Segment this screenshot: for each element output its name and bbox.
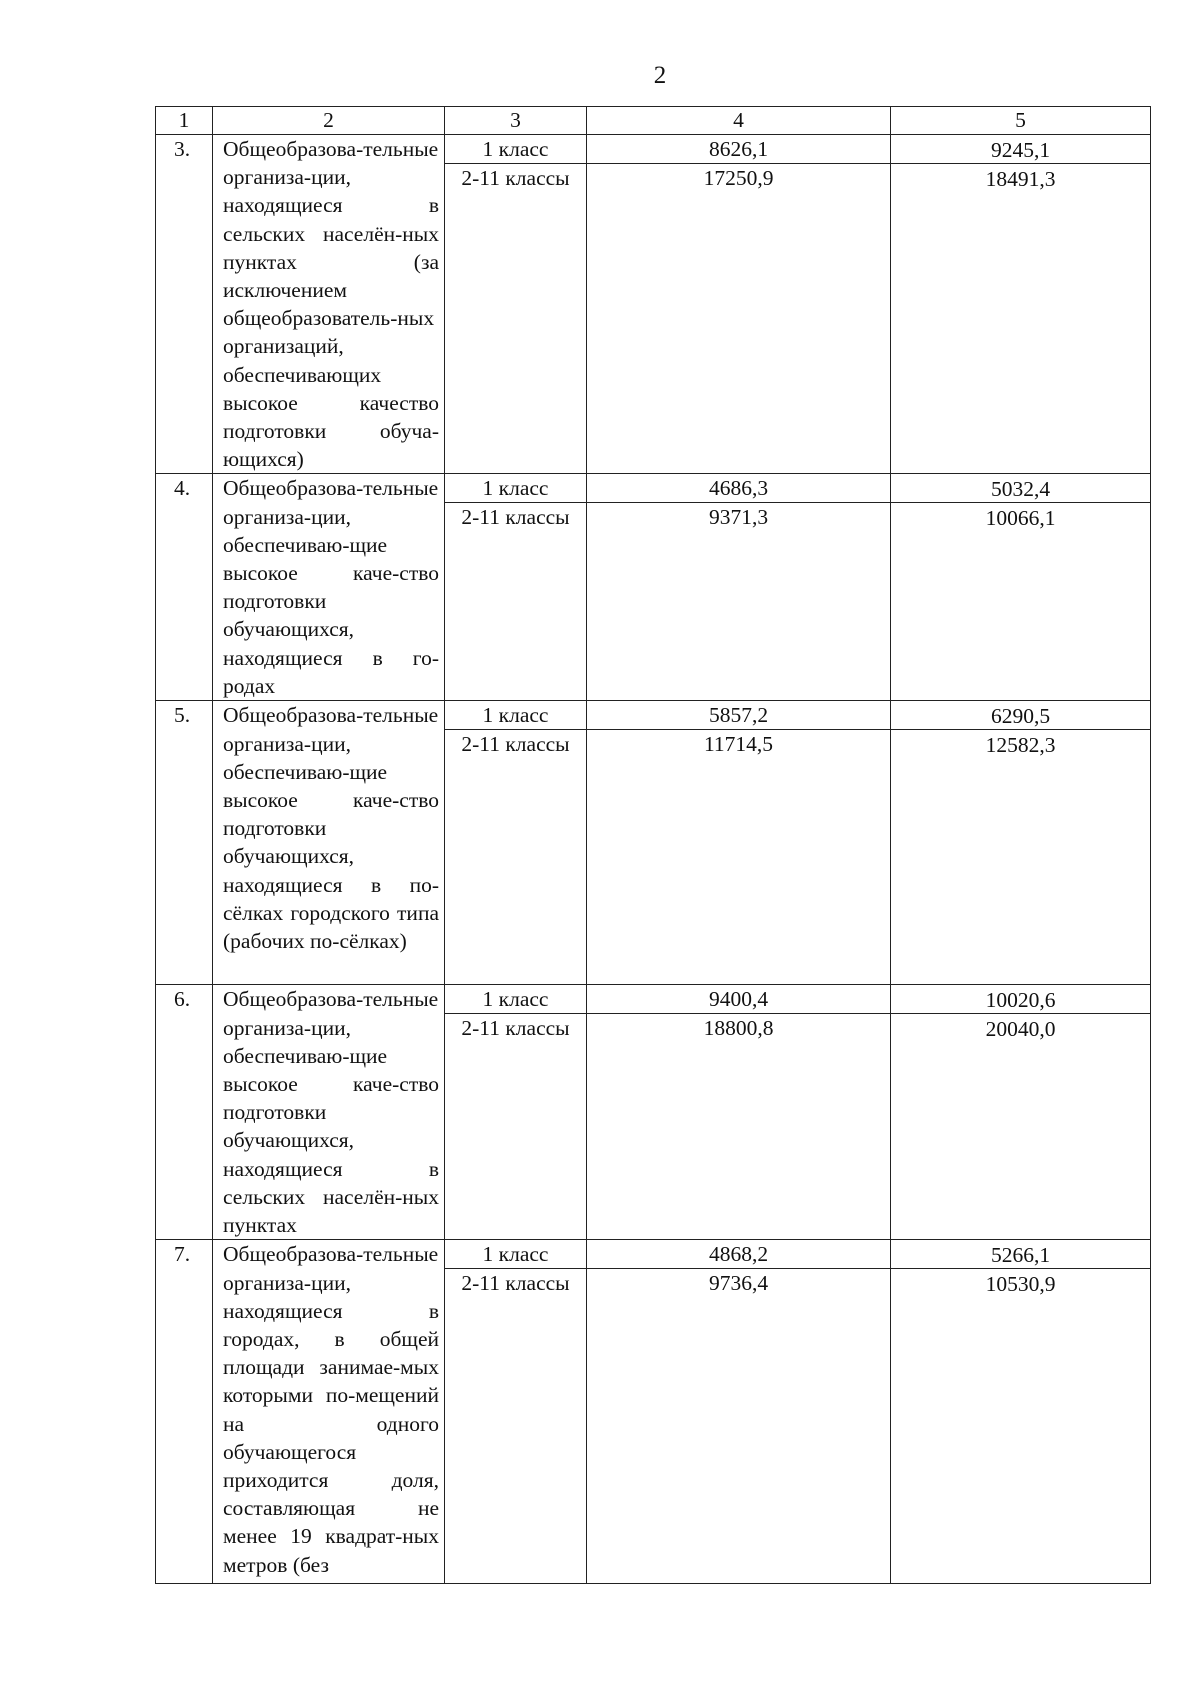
class-rest: 2-11 классы <box>461 1271 570 1296</box>
value-col5-first: 5032,4 <box>891 474 1150 503</box>
class-rest: 2-11 классы <box>461 1016 570 1041</box>
value-col4-first: 4868,2 <box>587 1240 890 1269</box>
class-rest: 2-11 классы <box>461 732 570 757</box>
table-row <box>156 701 1151 985</box>
organization-type <box>213 701 445 985</box>
value-col5-rest: 10066,1 <box>985 506 1056 531</box>
header-col-1: 1 <box>156 107 213 135</box>
class-first: 1 класс <box>445 701 586 730</box>
value-col4-rest: 9371,3 <box>708 505 769 530</box>
value-col5-first: 10020,6 <box>891 985 1150 1014</box>
value-col5 <box>891 1240 1151 1584</box>
value-col4 <box>587 701 891 985</box>
table-row <box>156 474 1151 701</box>
value-col5-first: 6290,5 <box>891 701 1150 730</box>
value-col5-first: 9245,1 <box>891 135 1150 164</box>
value-col4-first: 9400,4 <box>587 985 890 1014</box>
tariff-table <box>155 106 1151 1584</box>
row-number: 6. <box>156 985 213 1240</box>
value-col5 <box>891 985 1151 1240</box>
class-cell <box>445 985 587 1240</box>
header-row <box>156 107 1151 135</box>
header-col-5: 5 <box>891 107 1151 135</box>
table-body <box>156 135 1151 1584</box>
page-number: 2 <box>653 62 667 89</box>
class-first: 1 класс <box>445 474 586 503</box>
value-col5-first: 5266,1 <box>891 1240 1150 1269</box>
organization-type <box>213 985 445 1240</box>
organization-type-text: Общеобразова-тельные организа-ции, находящиеся в сельских населён-ных пунктах (за исключением общеобразователь-ных организаций, обеспечивающих высокое качество подготовки обуча-ющихся) <box>223 137 439 472</box>
organization-type <box>213 474 445 701</box>
class-cell <box>445 701 587 985</box>
organization-type-text: Общеобразова-тельные организа-ции, обеспечиваю-щие высокое каче-ство подготовки обучающихся, находящиеся в по-сёлках городского типа (рабочих по-сёлках) <box>223 703 439 954</box>
organization-type <box>213 1240 445 1584</box>
row-number: 3. <box>156 135 213 474</box>
value-col4-first: 4686,3 <box>587 474 890 503</box>
header-col-4: 4 <box>587 107 891 135</box>
value-col4-first: 8626,1 <box>587 135 890 164</box>
row-number: 4. <box>156 474 213 701</box>
table-row <box>156 1240 1151 1584</box>
organization-type-text: Общеобразова-тельные организа-ции, обеспечиваю-щие высокое каче-ство подготовки обучающихся, находящиеся в го-родах <box>223 476 439 698</box>
value-col5-rest: 20040,0 <box>985 1017 1056 1042</box>
class-first: 1 класс <box>445 135 586 164</box>
value-col4 <box>587 1240 891 1584</box>
class-rest: 2-11 классы <box>461 166 570 190</box>
value-col5-rest: 18491,3 <box>985 167 1056 191</box>
header-col-2: 2 <box>213 107 445 135</box>
organization-type-text: Общеобразова-тельные организа-ции, обеспечиваю-щие высокое каче-ство подготовки обучающихся, находящиеся в сельских населён-ных пунктах <box>223 987 439 1238</box>
table-header <box>156 107 1151 135</box>
class-cell <box>445 1240 587 1584</box>
row-number: 5. <box>156 701 213 985</box>
class-cell <box>445 135 587 474</box>
value-col4-rest: 11714,5 <box>703 732 774 757</box>
organization-type <box>213 135 445 474</box>
class-rest: 2-11 классы <box>461 505 570 530</box>
value-col4-rest: 17250,9 <box>703 166 774 190</box>
value-col4-rest: 9736,4 <box>708 1271 769 1296</box>
value-col5-rest: 10530,9 <box>985 1272 1056 1297</box>
value-col4 <box>587 135 891 474</box>
row-number: 7. <box>156 1240 213 1584</box>
table-row <box>156 985 1151 1240</box>
value-col5 <box>891 135 1151 474</box>
header-col-3: 3 <box>445 107 587 135</box>
value-col4 <box>587 474 891 701</box>
value-col4-rest: 18800,8 <box>703 1016 774 1041</box>
class-cell <box>445 474 587 701</box>
value-col5 <box>891 474 1151 701</box>
value-col4 <box>587 985 891 1240</box>
organization-type-text: Общеобразова-тельные организа-ции, находящиеся в городах, в общей площади занимае-мых которыми по-мещений на одного обучающегося приходится доля, составляющая не менее 19 квадрат-ных метров (без <box>223 1242 439 1577</box>
value-col5 <box>891 701 1151 985</box>
value-col5-rest: 12582,3 <box>985 733 1056 758</box>
class-first: 1 класс <box>445 985 586 1014</box>
value-col4-first: 5857,2 <box>587 701 890 730</box>
table-row <box>156 135 1151 474</box>
class-first: 1 класс <box>445 1240 586 1269</box>
